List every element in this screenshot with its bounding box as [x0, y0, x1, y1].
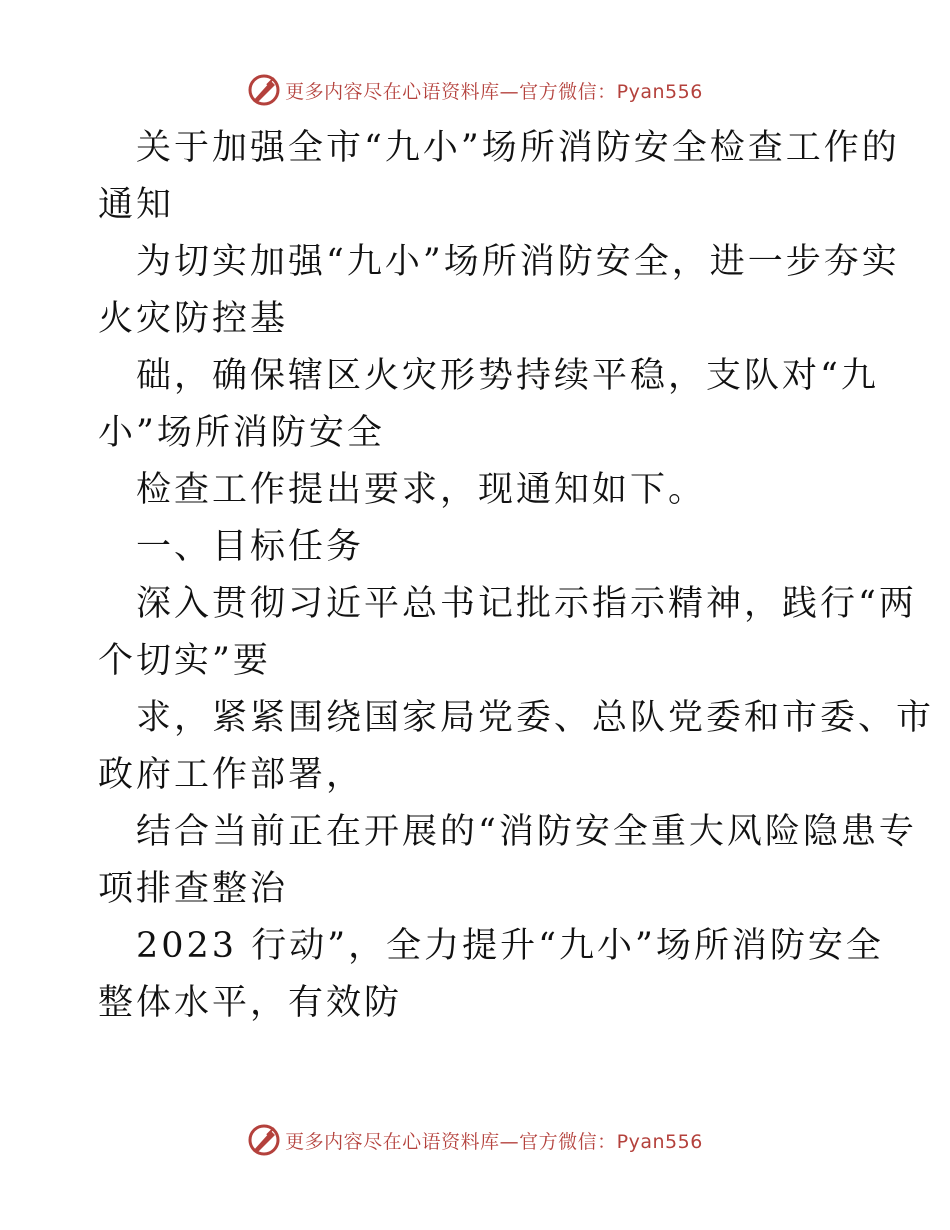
watermark-text: 更多内容尽在心语资料库—官方微信：Pyan556 — [285, 80, 703, 103]
header-watermark — [0, 70, 950, 110]
paragraph-line: 整体水平，有效防 — [98, 983, 403, 1023]
paragraph-line: 火灾防控基 — [98, 299, 289, 339]
paragraph-line: 础，确保辖区火灾形势持续平稳，支队对“九 — [136, 356, 879, 396]
doc-title-line-1: 关于加强全市“九小”场所消防安全检查工作的 — [136, 128, 900, 168]
paragraph-line: 政府工作部署， — [98, 755, 365, 795]
footer-watermark — [0, 1120, 950, 1160]
document-body — [98, 120, 935, 1032]
quill-logo-icon — [247, 73, 281, 107]
paragraph-line: 个切实”要 — [98, 641, 271, 681]
watermark-text: 更多内容尽在心语资料库—官方微信：Pyan556 — [285, 1130, 703, 1153]
paragraph-line: 2023 行动”，全力提升“九小”场所消防安全 — [136, 926, 884, 966]
doc-title-line-2: 通知 — [98, 185, 175, 225]
paragraph-line: 结合当前正在开展的“消防安全重大风险隐患专 — [136, 812, 917, 852]
paragraph-line: 深入贯彻习近平总书记批示指示精神，践行“两 — [136, 584, 917, 624]
quill-logo-icon — [247, 1123, 281, 1157]
paragraph-line: 检查工作提出要求，现通知如下。 — [136, 470, 707, 510]
paragraph-line: 小”场所消防安全 — [98, 413, 385, 453]
paragraph-line: 项排查整治 — [98, 869, 289, 909]
section-heading: 一、目标任务 — [136, 527, 365, 567]
paragraph-line: 为切实加强“九小”场所消防安全，进一步夯实 — [136, 242, 900, 282]
paragraph-line: 求，紧紧围绕国家局党委、总队党委和市委、市 — [136, 698, 935, 738]
